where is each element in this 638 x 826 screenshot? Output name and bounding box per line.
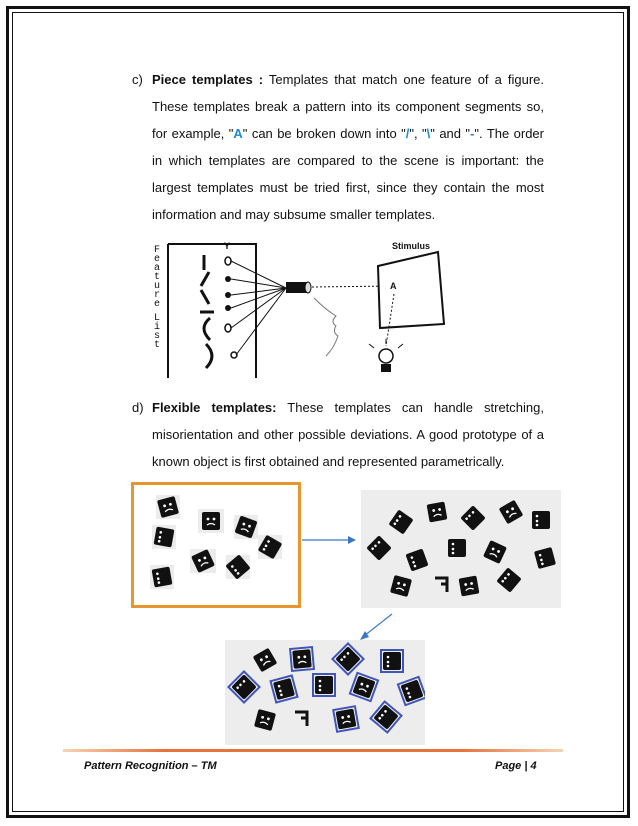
prototype-templates-box	[131, 482, 301, 608]
scene-image	[361, 490, 561, 608]
scene-shapes	[361, 490, 561, 608]
matched-result-image	[225, 640, 425, 745]
feature-links	[231, 261, 286, 355]
feature-open-paren	[204, 318, 210, 340]
stimulus-label: Stimulus	[392, 241, 431, 251]
segment-slash: /	[405, 126, 410, 141]
feature-list-diagram	[146, 238, 465, 384]
stimulus-screen	[378, 252, 444, 328]
prototype-templates	[134, 485, 298, 605]
section-c-text-3: ", "	[409, 126, 427, 141]
feature-backslash	[201, 290, 209, 304]
stimulus-a-label: A	[390, 281, 397, 291]
feature-close-paren	[206, 344, 212, 368]
section-c-text-5: ". The order in which templates are compared to the scene is important: the largest templates must be tried first, since they contain the most information and may subsume smaller templates.	[152, 126, 544, 222]
section-d-text: These templates can handle stretching, misorientation and other possible deviations. A good prototype of a known object is first obtained and represented parametrically.	[152, 400, 544, 469]
section-c-text-1: Templates that match one feature of a figure. These templates break a pattern into its component segments so, for example, "	[152, 72, 545, 141]
footer-title: Pattern Recognition – TM	[84, 760, 217, 772]
page-number: Page | 4	[495, 760, 537, 772]
footer-rule	[63, 749, 563, 752]
section-d-title: Flexible templates:	[152, 400, 277, 415]
y-label: Y	[224, 241, 231, 251]
arrow-right	[300, 533, 358, 547]
segment-dash: -	[470, 126, 475, 141]
section-c-text-2: " can be broken down into "	[242, 126, 406, 141]
section-c-paragraph	[152, 66, 544, 228]
feature-slash	[201, 272, 209, 286]
letter-a: A	[233, 126, 243, 141]
feature-list-figure	[146, 238, 465, 384]
arrow-down-left	[356, 612, 396, 642]
section-d-paragraph	[152, 394, 544, 475]
section-d-marker: d)	[132, 400, 144, 415]
matched-shapes	[225, 640, 425, 745]
section-c-title: Piece templates :	[152, 72, 264, 87]
face-profile	[314, 298, 338, 356]
section-c-marker: c)	[132, 72, 143, 87]
section-c-text-4: " and "	[430, 126, 471, 141]
light-bulb	[379, 349, 393, 363]
segment-backslash: \	[426, 126, 431, 141]
feature-list-label: F e a t u r e L i s t	[154, 245, 161, 351]
